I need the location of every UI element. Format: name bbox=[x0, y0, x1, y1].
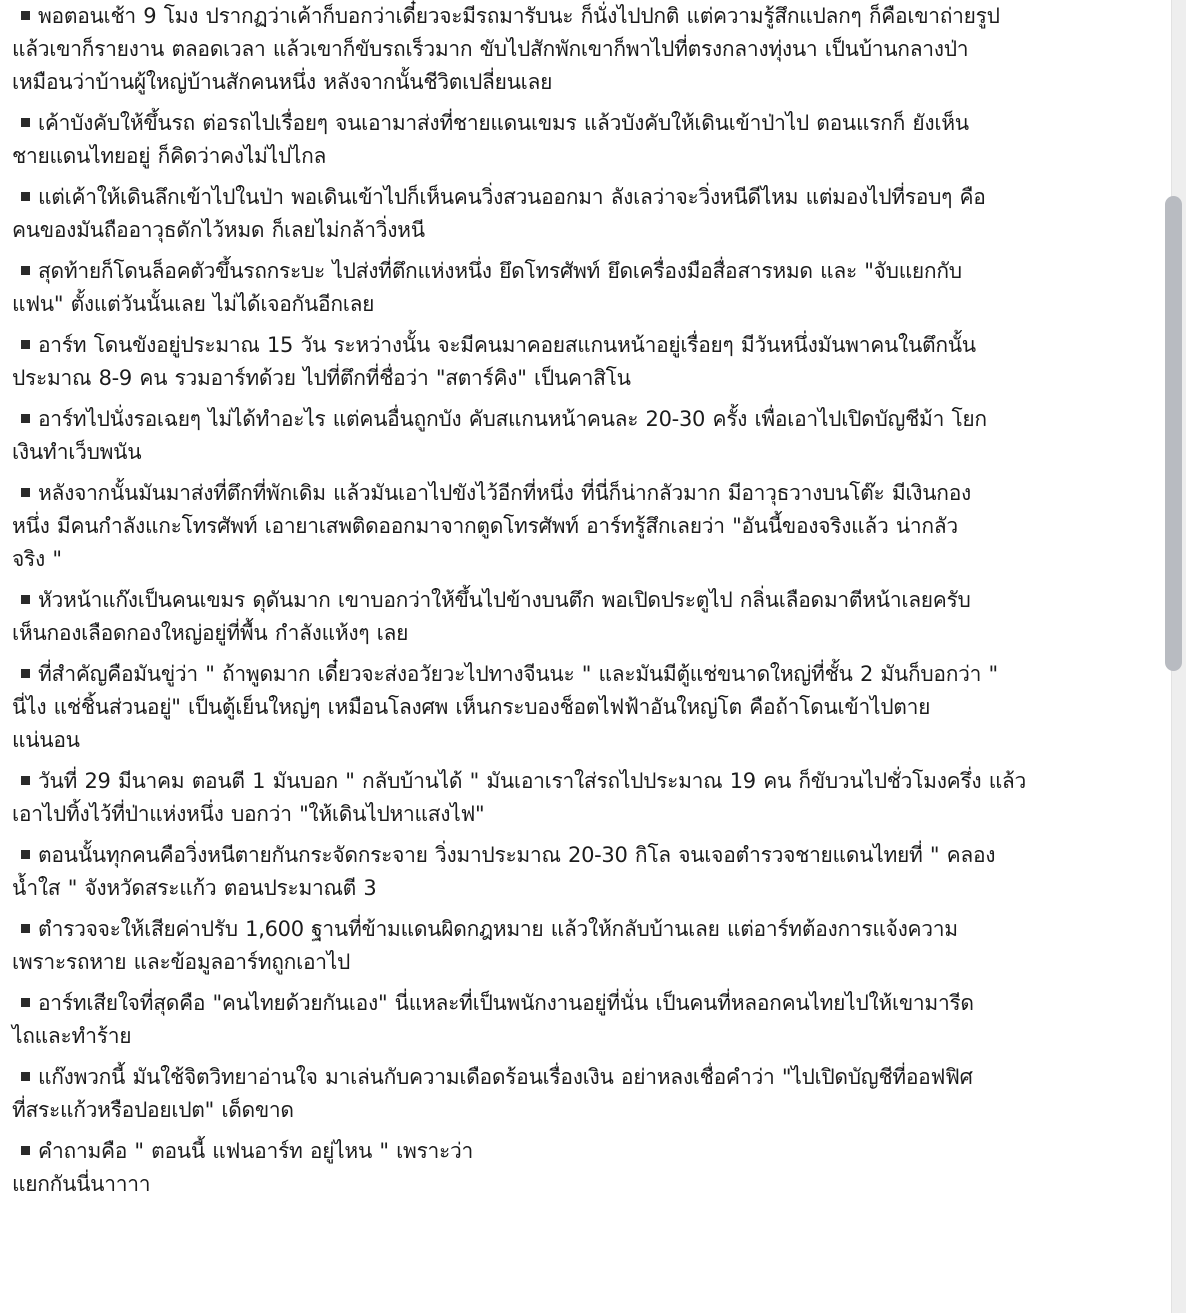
bullet-paragraph bbox=[12, 839, 1172, 905]
paragraph-line: หัวหน้าแก๊งเป็นคนเขมร ดุดันมาก เขาบอกว่าให้ขึ้นไปข้างบนตึก พอเปิดประตูไป กลิ่นเลือดมาตีหน้าเลยครับ bbox=[38, 588, 971, 612]
paragraph-line: พอตอนเช้า 9 โมง ปรากฏว่าเค้าก็บอกว่าเดี๋ยวจะมีรถมารับนะ ก็นั่งไปปกติ แต่ความรู้สึกแปลกๆ ก็คือเขาถ่ายรูป bbox=[38, 4, 1000, 28]
bullet-paragraph bbox=[12, 0, 1172, 99]
square-bullet-icon bbox=[21, 11, 30, 20]
paragraph-line: หนึ่ง มีคนกำลังแกะโทรศัพท์ เอายาเสพติดออกมาจากตูดโทรศัพท์ อาร์ทรู้สึกเลยว่า "อันนี้ของจริงแล้ว น่ากลัว bbox=[12, 514, 958, 538]
paragraph-line: ไถและทำร้าย bbox=[12, 1024, 132, 1048]
bullet-paragraph bbox=[12, 403, 1172, 469]
square-bullet-icon bbox=[21, 192, 30, 201]
square-bullet-icon bbox=[21, 1072, 30, 1081]
bullet-paragraph bbox=[12, 987, 1172, 1053]
paragraph-line: เค้าบังคับให้ขึ้นรถ ต่อรถไปเรื่อยๆ จนเอามาส่งที่ชายแดนเขมร แล้วบังคับให้เดินเข้าป่าไป ตอนแรกก็ ยังเห็น bbox=[38, 111, 969, 135]
paragraph-line: วันที่ 29 มีนาคม ตอนตี 1 มันบอก " กลับบ้านได้ " มันเอาเราใส่รถไปประมาณ 19 คน ก็ขับวนไปชั่วโมงครึ่ง แล้ว bbox=[38, 769, 1026, 793]
bullet-paragraph bbox=[12, 255, 1172, 321]
paragraph-line: ตำรวจจะให้เสียค่าปรับ 1,600 ฐานที่ข้ามแดนผิดกฎหมาย แล้วให้กลับบ้านเลย แต่อาร์ทต้องการแจ้งความ bbox=[38, 917, 958, 941]
paragraph-line: แฟน" ตั้งแต่วันนั้นเลย ไม่ได้เจอกันอีกเลย bbox=[12, 292, 375, 316]
paragraph-line: เหมือนว่าบ้านผู้ใหญ่บ้านสักคนหนึ่ง หลังจากนั้นชีวิตเปลี่ยนเลย bbox=[12, 70, 553, 94]
square-bullet-icon bbox=[21, 776, 30, 785]
bullet-paragraph bbox=[12, 765, 1172, 831]
paragraph-line: เอาไปทิ้งไว้ที่ป่าแห่งหนึ่ง บอกว่า "ให้เดินไปหาแสงไฟ" bbox=[12, 802, 485, 826]
square-bullet-icon bbox=[21, 340, 30, 349]
bullet-paragraph bbox=[12, 107, 1172, 173]
paragraph-line: เพราะรถหาย และข้อมูลอาร์ทถูกเอาไป bbox=[12, 950, 351, 974]
square-bullet-icon bbox=[21, 669, 30, 678]
paragraph-line: แยกกันนี่นาาาา bbox=[12, 1172, 151, 1196]
bullet-paragraph bbox=[12, 584, 1172, 650]
paragraph-line: จริง " bbox=[12, 547, 62, 571]
paragraph-line: นี่ไง แช่ชิ้นส่วนอยู่" เป็นตู้เย็นใหญ่ๆ เหมือนโลงศพ เห็นกระบองช็อตไฟฟ้าอันใหญ่โต คือถ้าโดนเข้าไปตาย bbox=[12, 695, 931, 719]
paragraph-line: สุดท้ายก็โดนล็อคตัวขึ้นรถกระบะ ไปส่งที่ตึกแห่งหนึ่ง ยึดโทรศัพท์ ยึดเครื่องมือสื่อสารหมด และ "จับแยกกับ bbox=[38, 259, 962, 283]
paragraph-line: เงินทำเว็บพนัน bbox=[12, 440, 142, 464]
bullet-paragraph bbox=[12, 1135, 1172, 1201]
bullet-paragraph bbox=[12, 329, 1172, 395]
document-body bbox=[12, 0, 1172, 1209]
square-bullet-icon bbox=[21, 595, 30, 604]
paragraph-line: ที่สระแก้วหรือปอยเปต" เด็ดขาด bbox=[12, 1098, 294, 1122]
paragraph-line: น้ำใส " จังหวัดสระแก้ว ตอนประมาณตี 3 bbox=[12, 876, 377, 900]
paragraph-line: ที่สำคัญคือมันขู่ว่า " ถ้าพูดมาก เดี๋ยวจะส่งอวัยวะไปทางจีนนะ " และมันมีตู้แช่ขนาดใหญ่ที่ชั้น 2 มันก็บอกว่า " bbox=[38, 662, 998, 686]
square-bullet-icon bbox=[21, 488, 30, 497]
paragraph-line: อาร์ท โดนขังอยู่ประมาณ 15 วัน ระหว่างนั้น จะมีคนมาคอยสแกนหน้าอยู่เรื่อยๆ มีวันหนึ่งมันพาคนในตึกนั้น bbox=[38, 333, 976, 357]
paragraph-line: อาร์ทไปนั่งรอเฉยๆ ไม่ได้ทำอะไร แต่คนอื่นถูกบัง คับสแกนหน้าคนละ 20-30 ครั้ง เพื่อเอาไปเปิดบัญชีม้า โยก bbox=[38, 407, 987, 431]
bullet-paragraph bbox=[12, 658, 1172, 757]
paragraph-line: อาร์ทเสียใจที่สุดคือ "คนไทยด้วยกันเอง" นี่แหละที่เป็นพนักงานอยู่ที่นั่น เป็นคนที่หลอกคนไทยไปให้เขามารีด bbox=[38, 991, 974, 1015]
bullet-paragraph bbox=[12, 913, 1172, 979]
paragraph-line: ตอนนั้นทุกคนคือวิ่งหนีตายกันกระจัดกระจาย วิ่งมาประมาณ 20-30 กิโล จนเจอตำรวจชายแดนไทยที่ " คลอง bbox=[38, 843, 996, 867]
bullet-paragraph bbox=[12, 477, 1172, 576]
paragraph-line: คนของมันถืออาวุธดักไว้หมด ก็เลยไม่กล้าวิ่งหนี bbox=[12, 218, 425, 242]
paragraph-line: เห็นกองเลือดกองใหญ่อยู่ที่พื้น กำลังแห้งๆ เลย bbox=[12, 621, 409, 645]
square-bullet-icon bbox=[21, 1146, 30, 1155]
paragraph-line: คำถามคือ " ตอนนี้ แฟนอาร์ท อยู่ไหน " เพราะว่า bbox=[38, 1139, 473, 1163]
square-bullet-icon bbox=[21, 414, 30, 423]
square-bullet-icon bbox=[21, 118, 30, 127]
paragraph-line: ชายแดนไทยอยู่ ก็คิดว่าคงไม่ไปไกล bbox=[12, 144, 327, 168]
bullet-paragraph bbox=[12, 181, 1172, 247]
square-bullet-icon bbox=[21, 998, 30, 1007]
square-bullet-icon bbox=[21, 924, 30, 933]
square-bullet-icon bbox=[21, 266, 30, 275]
paragraph-line: หลังจากนั้นมันมาส่งที่ตึกที่พักเดิม แล้วมันเอาไปขังไว้อีกที่หนึ่ง ที่นี่ก็น่ากลัวมาก มีอาวุธวางบนโต๊ะ มีเงินกอง bbox=[38, 481, 971, 505]
square-bullet-icon bbox=[21, 850, 30, 859]
paragraph-line: แต่เค้าให้เดินลึกเข้าไปในป่า พอเดินเข้าไปก็เห็นคนวิ่งสวนออกมา ลังเลว่าจะวิ่งหนีดีไหม แต่มองไปที่รอบๆ คือ bbox=[38, 185, 986, 209]
paragraph-line: ประมาณ 8-9 คน รวมอาร์ทด้วย ไปที่ตึกที่ชื่อว่า "สตาร์คิง" เป็นคาสิโน bbox=[12, 366, 631, 390]
paragraph-line: แน่นอน bbox=[12, 728, 80, 752]
paragraph-line: แก๊งพวกนี้ มันใช้จิตวิทยาอ่านใจ มาเล่นกับความเดือดร้อนเรื่องเงิน อย่าหลงเชื่อคำว่า "ไปเปิดบัญชีที่ออฟฟิศ bbox=[38, 1065, 973, 1089]
scrollbar-thumb[interactable] bbox=[1165, 196, 1182, 671]
bullet-paragraph bbox=[12, 1061, 1172, 1127]
paragraph-line: แล้วเขาก็รายงาน ตลอดเวลา แล้วเขาก็ขับรถเร็วมาก ขับไปสักพักเขาก็พาไปที่ตรงกลางทุ่งนา เป็นบ้านกลางป่า bbox=[12, 37, 969, 61]
